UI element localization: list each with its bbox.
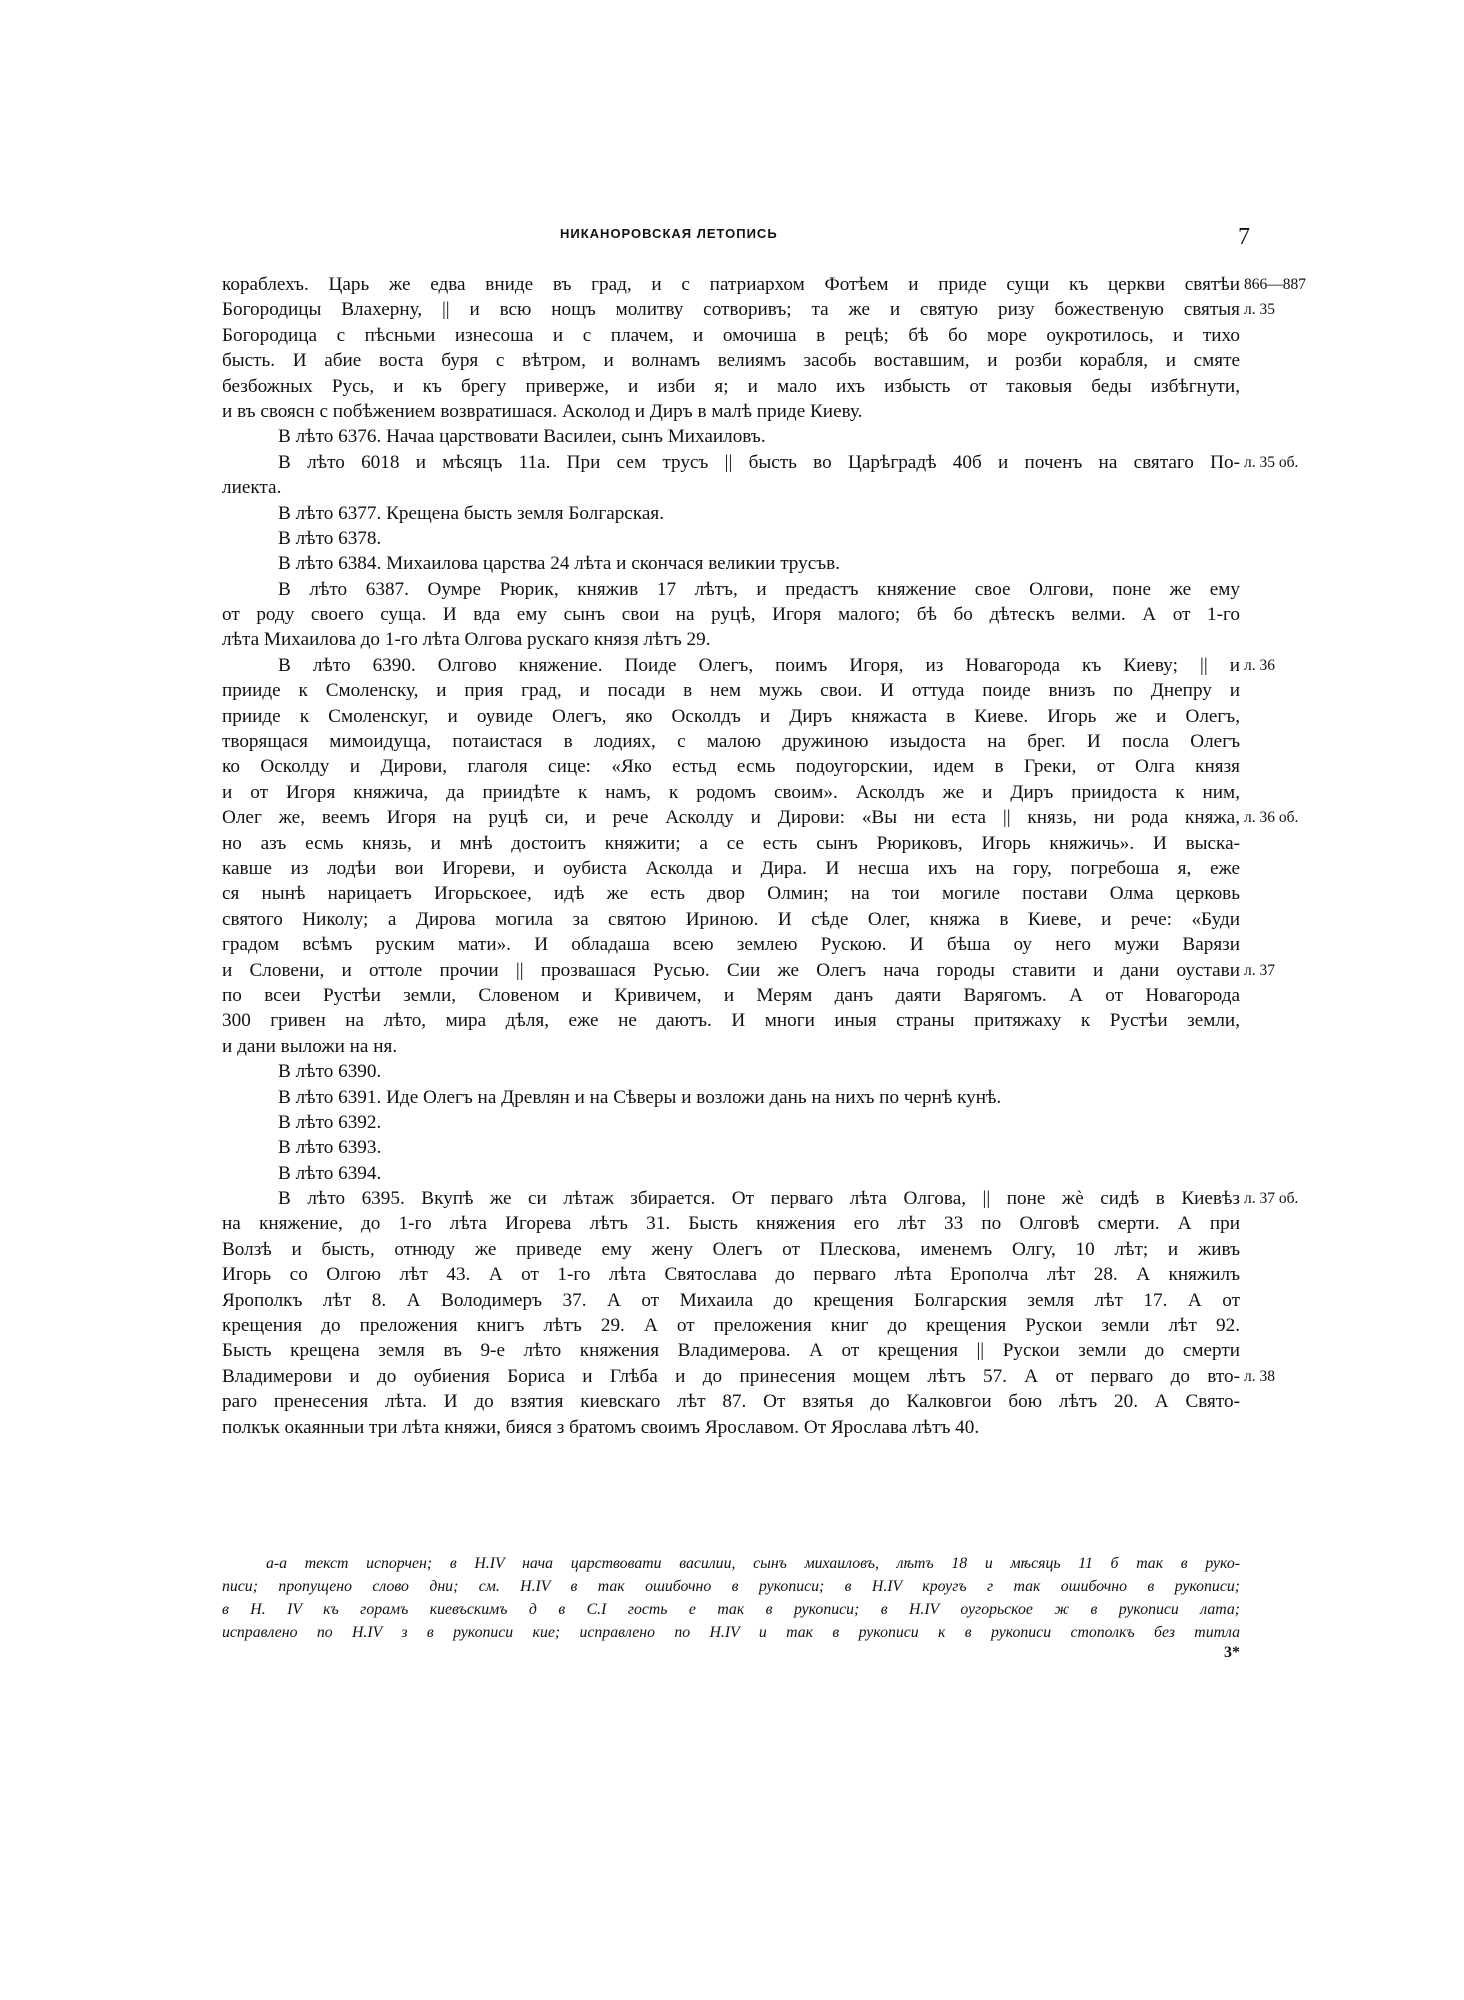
text-line: В лѣто 6387. Оумре Рюрик, княжив 17 лѣтъ, и предастъ княжение свое Олгови, поне же ему [278, 578, 1240, 600]
text-line: 300 гривен на лѣто, мира дѣля, еже не даютъ. И многи иныя страны притяжаху к Рустѣи земли, [222, 1010, 1240, 1032]
text-line: В лѣто 6394. [278, 1162, 382, 1184]
margin-note: л. 35 об. [1244, 453, 1299, 471]
text-line: и от Игоря княжича, да приидѣте к намъ, к родомъ своим». Асколдъ же и Диръ приидоста к ним, [222, 781, 1240, 803]
signature-mark: 3* [1224, 1644, 1240, 1661]
text-line: В лѣто 6018 и мѣсяцъ 11а. При сем трусъ || бысть во Царѣградѣ 40б и поченъ на святаго По- [278, 451, 1240, 473]
text-line: В лѣто 6390. Олгово княжение. Поиде Олегъ, поимъ Игоря, из Новагорода къ Киеву; || и [278, 654, 1240, 676]
text-line: Бысть крещена земля въ 9-е лѣто княжения Владимерова. А от крещения || Рускои земли до смерти [222, 1340, 1240, 1362]
text-line: В лѣто 6384. Михаилова царства 24 лѣта и скончася великии трусъв. [278, 553, 841, 575]
text-line: раго пренесения лѣта. И до взятия киевскаго лѣт 87. От взятья до Калковгои бою лѣтъ 20. А Свято- [222, 1391, 1240, 1413]
text-line: лиекта. [222, 477, 282, 499]
margin-note: л. 37 об. [1244, 1190, 1299, 1208]
margin-note: 866—887 [1244, 276, 1306, 293]
margin-note: л. 36 [1244, 657, 1275, 674]
text-line: но азъ есмь князь, и мнѣ достоитъ княжити; а се есть сынъ Рюриковъ, Игорь княжичь». И выска- [222, 832, 1240, 854]
text-line: ся нынѣ нарицаетъ Игорьскоее, идѣ же есть двор Олмин; на тои могиле постави Олма церковь [222, 883, 1240, 905]
text-line: и Словени, и оттоле прочии || прозвашася Русью. Сии же Олегъ нача городы ставити и дани оустави [222, 959, 1240, 981]
text-line: на княжение, до 1-го лѣта Игорева лѣтъ 31. Бысть княжения его лѣт 33 по Олговѣ смерти. А при [222, 1213, 1240, 1235]
margin-note: л. 38 [1244, 1368, 1275, 1386]
text-line: Олег же, веемъ Игоря на руцѣ си, и рече Асколду и Дирови: «Вы ни еста || князь, ни рода княжа, [222, 807, 1240, 829]
text-line: В лѣто 6393. [278, 1137, 382, 1159]
text-line: В лѣто 6390. [278, 1061, 382, 1083]
text-line: от роду своего суща. И вда ему сынъ свои на руцѣ, Игоря малого; бѣ бо дѣтескъ велми. А от 1-го [222, 604, 1240, 626]
text-line: В лѣто 6392. [278, 1111, 382, 1133]
text-line: ко Осколду и Дирови, глаголя сице: «Яко естьд есмь подоугорскии, идем в Греки, от Олга князя [222, 756, 1240, 778]
text-line: кавше из лодѣи вои Игореви, и оубиста Асколда и Дира. И несша ихъ на гору, погребоша я, еже [222, 857, 1240, 879]
text-line: кораблехъ. Царь же едва вниде въ град, и с патриархом Фотѣем и приде сущи къ церкви святѣи [222, 274, 1240, 295]
text-line: В лѣто 6376. Начаа царствовати Василеи, сынъ Михаиловъ. [278, 426, 766, 448]
text-line: полкък окаянныи три лѣта княжи, бияся з братомъ своимъ Ярославом. От Ярослава лѣтъ 40. [222, 1416, 980, 1438]
text-line: бысть. И абие воста буря с вѣтром, и волнамъ велиямъ засобь воставшим, и розби корабля, и смяте [222, 350, 1240, 372]
footnote-line: исправлено по Н.IV з в рукописи кие; исправлено по Н.IV и так в рукописи к в рукописи стополкъ без титла [222, 1624, 1240, 1641]
text-line: градом всѣмъ руским мати». И обладаша всею землею Рускою. И бѣша оу него мужи Варязи [222, 934, 1240, 956]
text-line: Игорь со Олгою лѣт 43. А от 1-го лѣта Святослава до перваго лѣта Ерополча лѣт 28. А княжилъ [222, 1264, 1240, 1286]
margin-note: л. 37 [1244, 961, 1275, 979]
chronicle-text [222, 272, 1240, 1440]
running-header-title: НИКАНОРОВСКАЯ ЛЕТОПИСЬ [560, 226, 778, 241]
text-line: лѣта Михаилова до 1-го лѣта Олгова рускаго князя лѣтъ 29. [222, 629, 711, 651]
text-line: святого Николу; а Дирова могила за святою Ириною. И сѣде Олег, княжа в Киеве, и рече: «Буди [222, 908, 1240, 930]
text-line: и дани выложи на ня. [222, 1035, 398, 1057]
text-line: творящася мимоидуща, потаистася в лодиях, с малою дружиною изыдоста на брег. И посла Олегъ [222, 731, 1240, 753]
margin-note: л. 35 [1244, 301, 1275, 319]
text-line: прииде к Смоленскуг, и оувиде Олегъ, яко Осколдъ и Диръ княжаста в Киеве. Игорь же и Олегъ, [222, 705, 1240, 727]
text-line: прииде к Смоленску, и прия град, и посади в нем мужь свои. И оттуда поиде внизъ по Днепру и [222, 680, 1240, 702]
footnote-line: писи; пропущено слово дни; см. Н.IV в так ошибочно в рукописи; в Н.IV кроугъ г так ошибочно в рукописи; [222, 1578, 1240, 1595]
text-line: Ярополкъ лѣт 8. А Володимеръ 37. А от Михаила до крещения Болгарския земля лѣт 17. А от [222, 1289, 1240, 1311]
text-line: крещения до преложения книгъ лѣтъ 29. А от преложения книг до крещения Рускои земли лѣт 92. [222, 1315, 1240, 1337]
footnote-line: а-а текст испорчен; в Н.IV нача царствовати василии, сынъ михаиловъ, лѣтъ 18 и мѣсяць 11 б так в руко- [266, 1555, 1240, 1572]
text-line: В лѣто 6395. Вкупѣ же си лѣтаж збирается. От перваго лѣта Олгова, || поне жѐ сидѣ в Киевѣз [278, 1188, 1240, 1210]
page-number: 7 [1238, 224, 1250, 250]
text-line: по всеи Рустѣи земли, Словеном и Кривичем, и Мерям данъ даяти Варягомъ. А от Новагорода [222, 984, 1240, 1006]
footnote-line: в Н. IV къ горамъ киевъскимъ д в С.I гость е так в рукописи; в Н.IV оугорьское ж в рукописи лата; [222, 1601, 1240, 1618]
text-line: и въ своясн с побѣжением возвратишася. Асколод и Диръ в малѣ приде Киеву. [222, 400, 863, 422]
text-line: Богородица с пѣсньми изнесоша и с плачем, и омочиша в рецѣ; бѣ бо море оукротилось, и тихо [222, 324, 1240, 346]
text-line: В лѣто 6391. Иде Олегъ на Древлян и на Сѣверы и возложи дань на нихъ по чернѣ кунѣ. [278, 1086, 1002, 1108]
text-line: Богородицы Влахерну, || и всю нощъ молитву сотворивъ; та же и святую ризу божественую святыя [222, 299, 1240, 321]
text-line: В лѣто 6378. [278, 527, 382, 549]
text-line: Волзѣ и бысть, отнюду же приведе ему жену Олегъ от Плескова, именемъ Олгу, 10 лѣт; и живъ [222, 1238, 1240, 1260]
text-line: Владимерови и до оубиения Бориса и Глѣба и до принесения мощем лѣтъ 57. А от перваго до вто- [222, 1365, 1240, 1387]
footnotes [222, 1552, 1240, 1644]
margin-note: л. 36 об. [1244, 809, 1299, 827]
text-line: В лѣто 6377. Крещена бысть земля Болгарская. [278, 502, 664, 524]
text-line: безбожных Русь, и къ брегу приверже, и изби я; и мало ихъ избысть от таковыя беды избѣгнути, [222, 375, 1240, 397]
